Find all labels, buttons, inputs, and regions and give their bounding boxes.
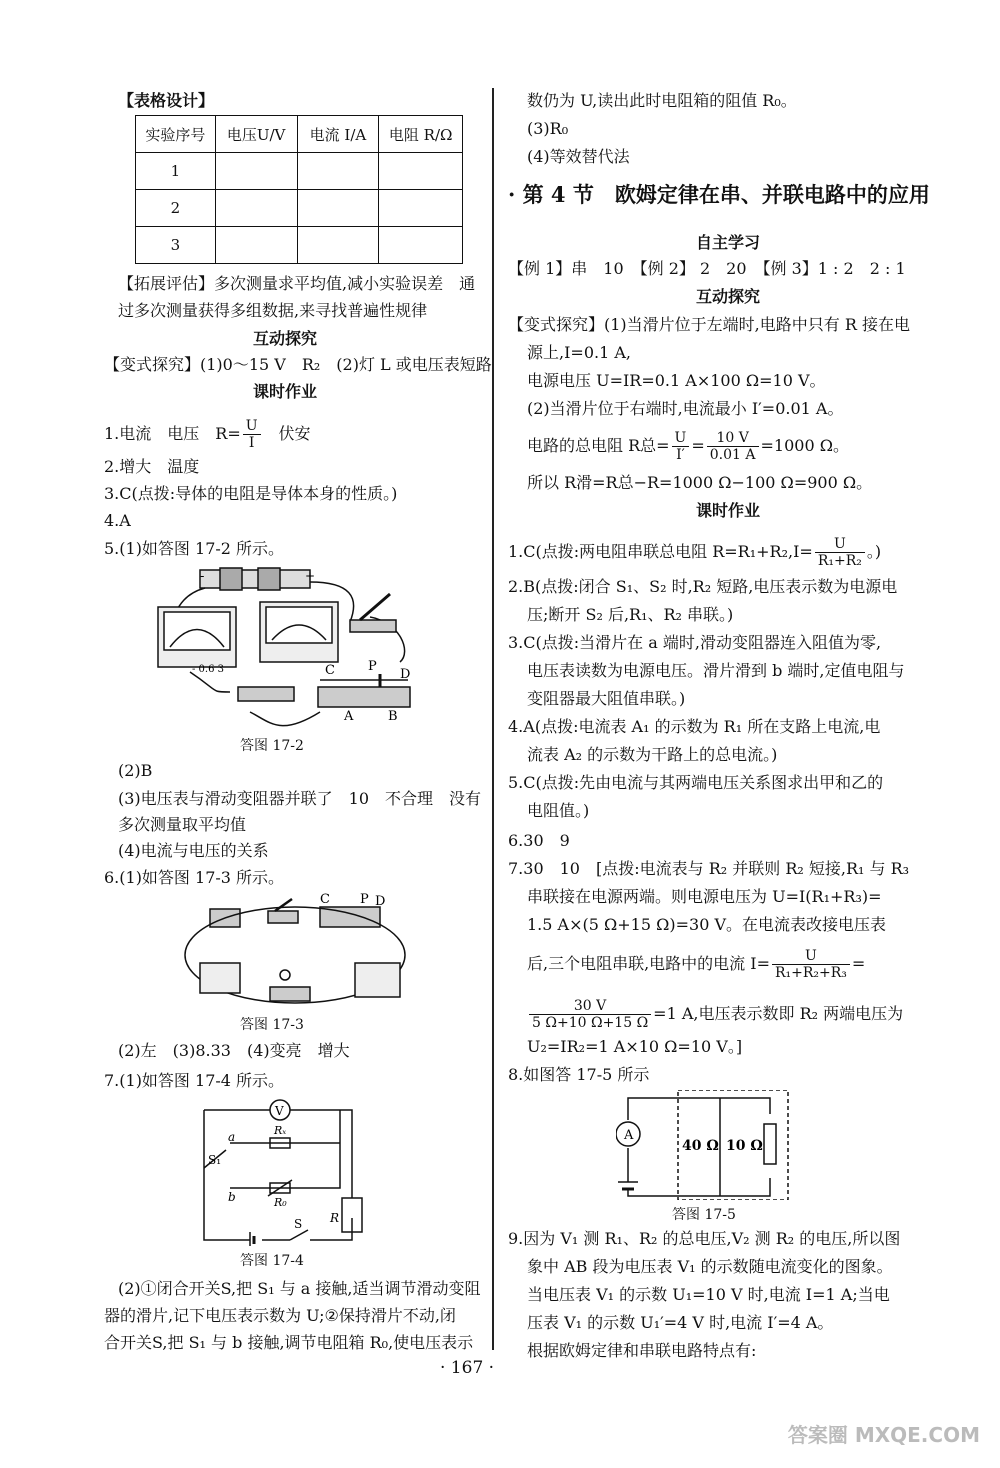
caption-17-4: 答图 17-4 (240, 1253, 304, 1269)
table-cell (379, 227, 463, 264)
table-header-cell: 电阻 R/Ω (379, 116, 463, 153)
table-cell (297, 227, 379, 264)
answer-1: 1.电流 电压 R= $\frac{U}{I}$ 伏安 (104, 418, 311, 451)
hw-4b: 流表 A₂ 的示数为干路上的总电流。) (527, 745, 778, 764)
hw-3c: 变阻器最大阻值串联。) (527, 689, 686, 708)
fig2-label-d: D (400, 667, 411, 682)
answer-6-2: (2)左 (3)8.33 (4)变亮 增大 (118, 1041, 350, 1060)
hw-2a: 2.B(点拨:闭合 S₁、S₂ 时,R₂ 短路,电压表示数为电源电 (508, 577, 898, 596)
table-cell (379, 153, 463, 190)
hw-5a: 5.C(点拨:先由电流与其两端电压关系图求出甲和乙的 (508, 773, 884, 792)
fig4-label-r: R (330, 1211, 340, 1225)
answer-5-4: (4)电流与电压的关系 (118, 841, 269, 860)
bianshi-2: 源上,I=0.1 A, (527, 343, 631, 362)
hw-7f: U₂=IR₂=1 A×10 Ω=10 V。] (527, 1037, 743, 1056)
right-line-2: (3)R₀ (527, 119, 569, 138)
bianshi-5: 电路的总电阻 R总= $\frac{U}{I'}$ = $\frac{10 V}{0.01 A}$ =1000 Ω。 (527, 430, 849, 463)
table-cell (297, 190, 379, 227)
answer-2: 2.增大 温度 (104, 457, 200, 476)
column-divider (492, 88, 494, 1350)
fig5-label-10: 10 Ω (726, 1138, 763, 1154)
caption-17-5: 答图 17-5 (672, 1207, 736, 1223)
fig2-plus-label: + (305, 569, 316, 583)
figure-17-2 (150, 562, 425, 730)
fig4-label-r0: R₀ (274, 1196, 287, 1209)
bianshi-3: 电源电压 U=IR=0.1 A×100 Ω=10 V。 (527, 371, 826, 390)
heading-interact: 互动探究 (252, 329, 317, 348)
right-line-3: (4)等效替代法 (527, 147, 630, 166)
answer-5-3b: 多次测量取平均值 (118, 815, 247, 834)
hw-5b: 电阻值。) (527, 801, 590, 820)
figure-17-5 (616, 1090, 796, 1200)
fig3-label-p: P (360, 893, 369, 907)
answer-3: 3.C(点拨:导体的电阻是导体本身的性质。) (104, 484, 398, 503)
hw-3a: 3.C(点拨:当滑片在 a 端时,滑动变阻器连入阻值为零, (508, 633, 882, 652)
fig4-label-s1: S₁ (208, 1153, 222, 1167)
table-cell (215, 227, 297, 264)
bianshi-line: 【变式探究】(1)0～15 V R₂ (2)灯 L 或电压表短路 (104, 355, 492, 374)
answer-7-2b: 器的滑片,记下电压表示数为 U;②保持滑片不动,闭 (104, 1306, 456, 1325)
fig3-label-c: C (320, 893, 330, 907)
answer-7-2c: 合开关S,把 S₁ 与 b 接触,调节电阻箱 R₀,使电压表示 (104, 1333, 474, 1352)
fig5-label-40: 40 Ω (682, 1138, 719, 1154)
answer-5-1: 5.(1)如答图 17-2 所示。 (104, 539, 285, 558)
hw-1: 1.C(点拨:两电阻串联总电阻 R=R₁+R₂,I= $\frac{U}{\text{R₁+R₂}}$ 。) (508, 536, 882, 569)
bianshi-1: 【变式探究】(1)当滑片位于左端时,电路中只有 R 接在电 (508, 315, 910, 334)
table-cell (379, 190, 463, 227)
table-row (136, 227, 463, 264)
hw-9a: 9.因为 V₁ 测 R₁、R₂ 的总电压,V₂ 测 R₂ 的电压,所以图 (508, 1229, 901, 1248)
hw-9e: 根据欧姆定律和串联电路特点有: (527, 1341, 757, 1360)
page-number: · 167 · (440, 1358, 495, 1378)
fig2-meter-label: - 0.6 3 (192, 664, 225, 675)
fig4-label-s: S (294, 1217, 303, 1231)
watermark: 答案圈 MXQE.COM (787, 1423, 980, 1447)
fig2-label-c: C (325, 663, 335, 678)
hw-7c: 1.5 A×(5 Ω+15 Ω)=30 V。在电流表改接电压表 (527, 915, 887, 934)
hw-7d: 后,三个电阻串联,电路中的电流 I= $\frac{U}{\text{R₁+R₂+R₃}}$ = (527, 948, 866, 981)
table-cell: 2 (136, 190, 216, 227)
table-cell (297, 153, 379, 190)
right-line-1: 数仍为 U,读出此时电阻箱的阻值 R₀。 (527, 91, 797, 110)
hw-7a: 7.30 10 [点拨:电流表与 R₂ 并联则 R₂ 短接,R₁ 与 R₃ (508, 859, 910, 878)
table-heading: 【表格设计】 (118, 91, 215, 110)
table-cell: 1 (136, 153, 216, 190)
eval-line-2: 过多次测量获得多组数据,来寻找普遍性规律 (118, 301, 428, 320)
table-cell (215, 190, 297, 227)
fig4-label-rx: Rₓ (274, 1124, 287, 1137)
heading-interact-right: 互动探究 (695, 287, 760, 306)
hw-2b: 压;断开 S₂ 后,R₁、R₂ 串联。) (527, 605, 734, 624)
hw-3b: 电压表读数为电源电压。滑片滑到 b 端时,定值电阻与 (527, 661, 905, 680)
hw-9c: 当电压表 V₁ 的示数 U₁=10 V 时,电流 I=1 A;当电 (527, 1285, 890, 1304)
fig2-label-p: P (368, 659, 377, 674)
figure-17-4 (190, 1098, 370, 1246)
hw-9b: 象中 AB 段为电压表 V₁ 的示数随电流变化的图象。 (527, 1257, 893, 1276)
answer-5-3a: (3)电压表与滑动变阻器并联了 10 不合理 没有 (118, 789, 482, 808)
hw-9d: 压表 V₁ 的示数 U₁′=4 V 时,电流 I′=4 A。 (527, 1313, 834, 1332)
fig4-label-a: a (228, 1130, 236, 1144)
bianshi-4: (2)当滑片位于右端时,电流最小 I′=0.01 A。 (527, 399, 844, 418)
answer-7-1: 7.(1)如答图 17-4 所示。 (104, 1071, 285, 1090)
hw-8: 8.如图答 17-5 所示 (508, 1065, 650, 1084)
examples-line: 【例 1】串 10 【例 2】 2 20 【例 3】1 : 2 2 : 1 (508, 259, 906, 278)
table-header-row (136, 116, 463, 153)
hw-7e: $\frac{30 V}{5 \Omega+10 \Omega+15 \Omega}$ =1 A,电压表示数即 R₂ 两端电压为 (527, 998, 903, 1031)
answer-6-1: 6.(1)如答图 17-3 所示。 (104, 868, 285, 887)
fig3-label-d: D (375, 894, 386, 909)
answer-7-2a: (2)①闭合开关S,把 S₁ 与 a 接触,适当调节滑动变阻 (118, 1279, 481, 1298)
heading-homework: 课时作业 (252, 382, 317, 401)
fig4-label-b: b (228, 1190, 236, 1204)
fig4-label-v: V (275, 1104, 284, 1118)
bianshi-6: 所以 R滑=R总−R=1000 Ω−100 Ω=900 Ω。 (527, 473, 873, 492)
table-cell (215, 153, 297, 190)
fig2-minus-label: - (200, 569, 205, 584)
figure-17-3 (170, 893, 420, 1011)
data-table (135, 115, 463, 264)
fig2-label-a: A (344, 709, 354, 724)
fig2-label-b: B (388, 709, 398, 724)
table-header-cell: 实验序号 (136, 116, 216, 153)
hw-6: 6.30 9 (508, 831, 570, 850)
heading-self-study: 自主学习 (695, 233, 760, 252)
fig5-ammeter-label: A (624, 1128, 634, 1143)
hw-4a: 4.A(点拨:电流表 A₁ 的示数为 R₁ 所在支路上电流,电 (508, 717, 881, 736)
caption-17-3: 答图 17-3 (240, 1017, 304, 1033)
table-row (136, 190, 463, 227)
eval-line-1: 【拓展评估】多次测量求平均值,减小实验误差 通 (118, 274, 476, 293)
heading-homework-right: 课时作业 (695, 501, 760, 520)
table-cell: 3 (136, 227, 216, 264)
caption-17-2: 答图 17-2 (240, 738, 304, 754)
table-header-cell: 电压U/V (215, 116, 297, 153)
table-header-cell: 电流 I/A (297, 116, 379, 153)
answer-5-2: (2)B (118, 761, 153, 780)
table-row (136, 153, 463, 190)
answer-4: 4.A (104, 511, 131, 530)
hw-7b: 串联接在电源两端。则电源电压为 U=I(R₁+R₃)= (527, 887, 882, 906)
section-title: · 第 4 节 欧姆定律在串、并联电路中的应用 (508, 182, 930, 207)
